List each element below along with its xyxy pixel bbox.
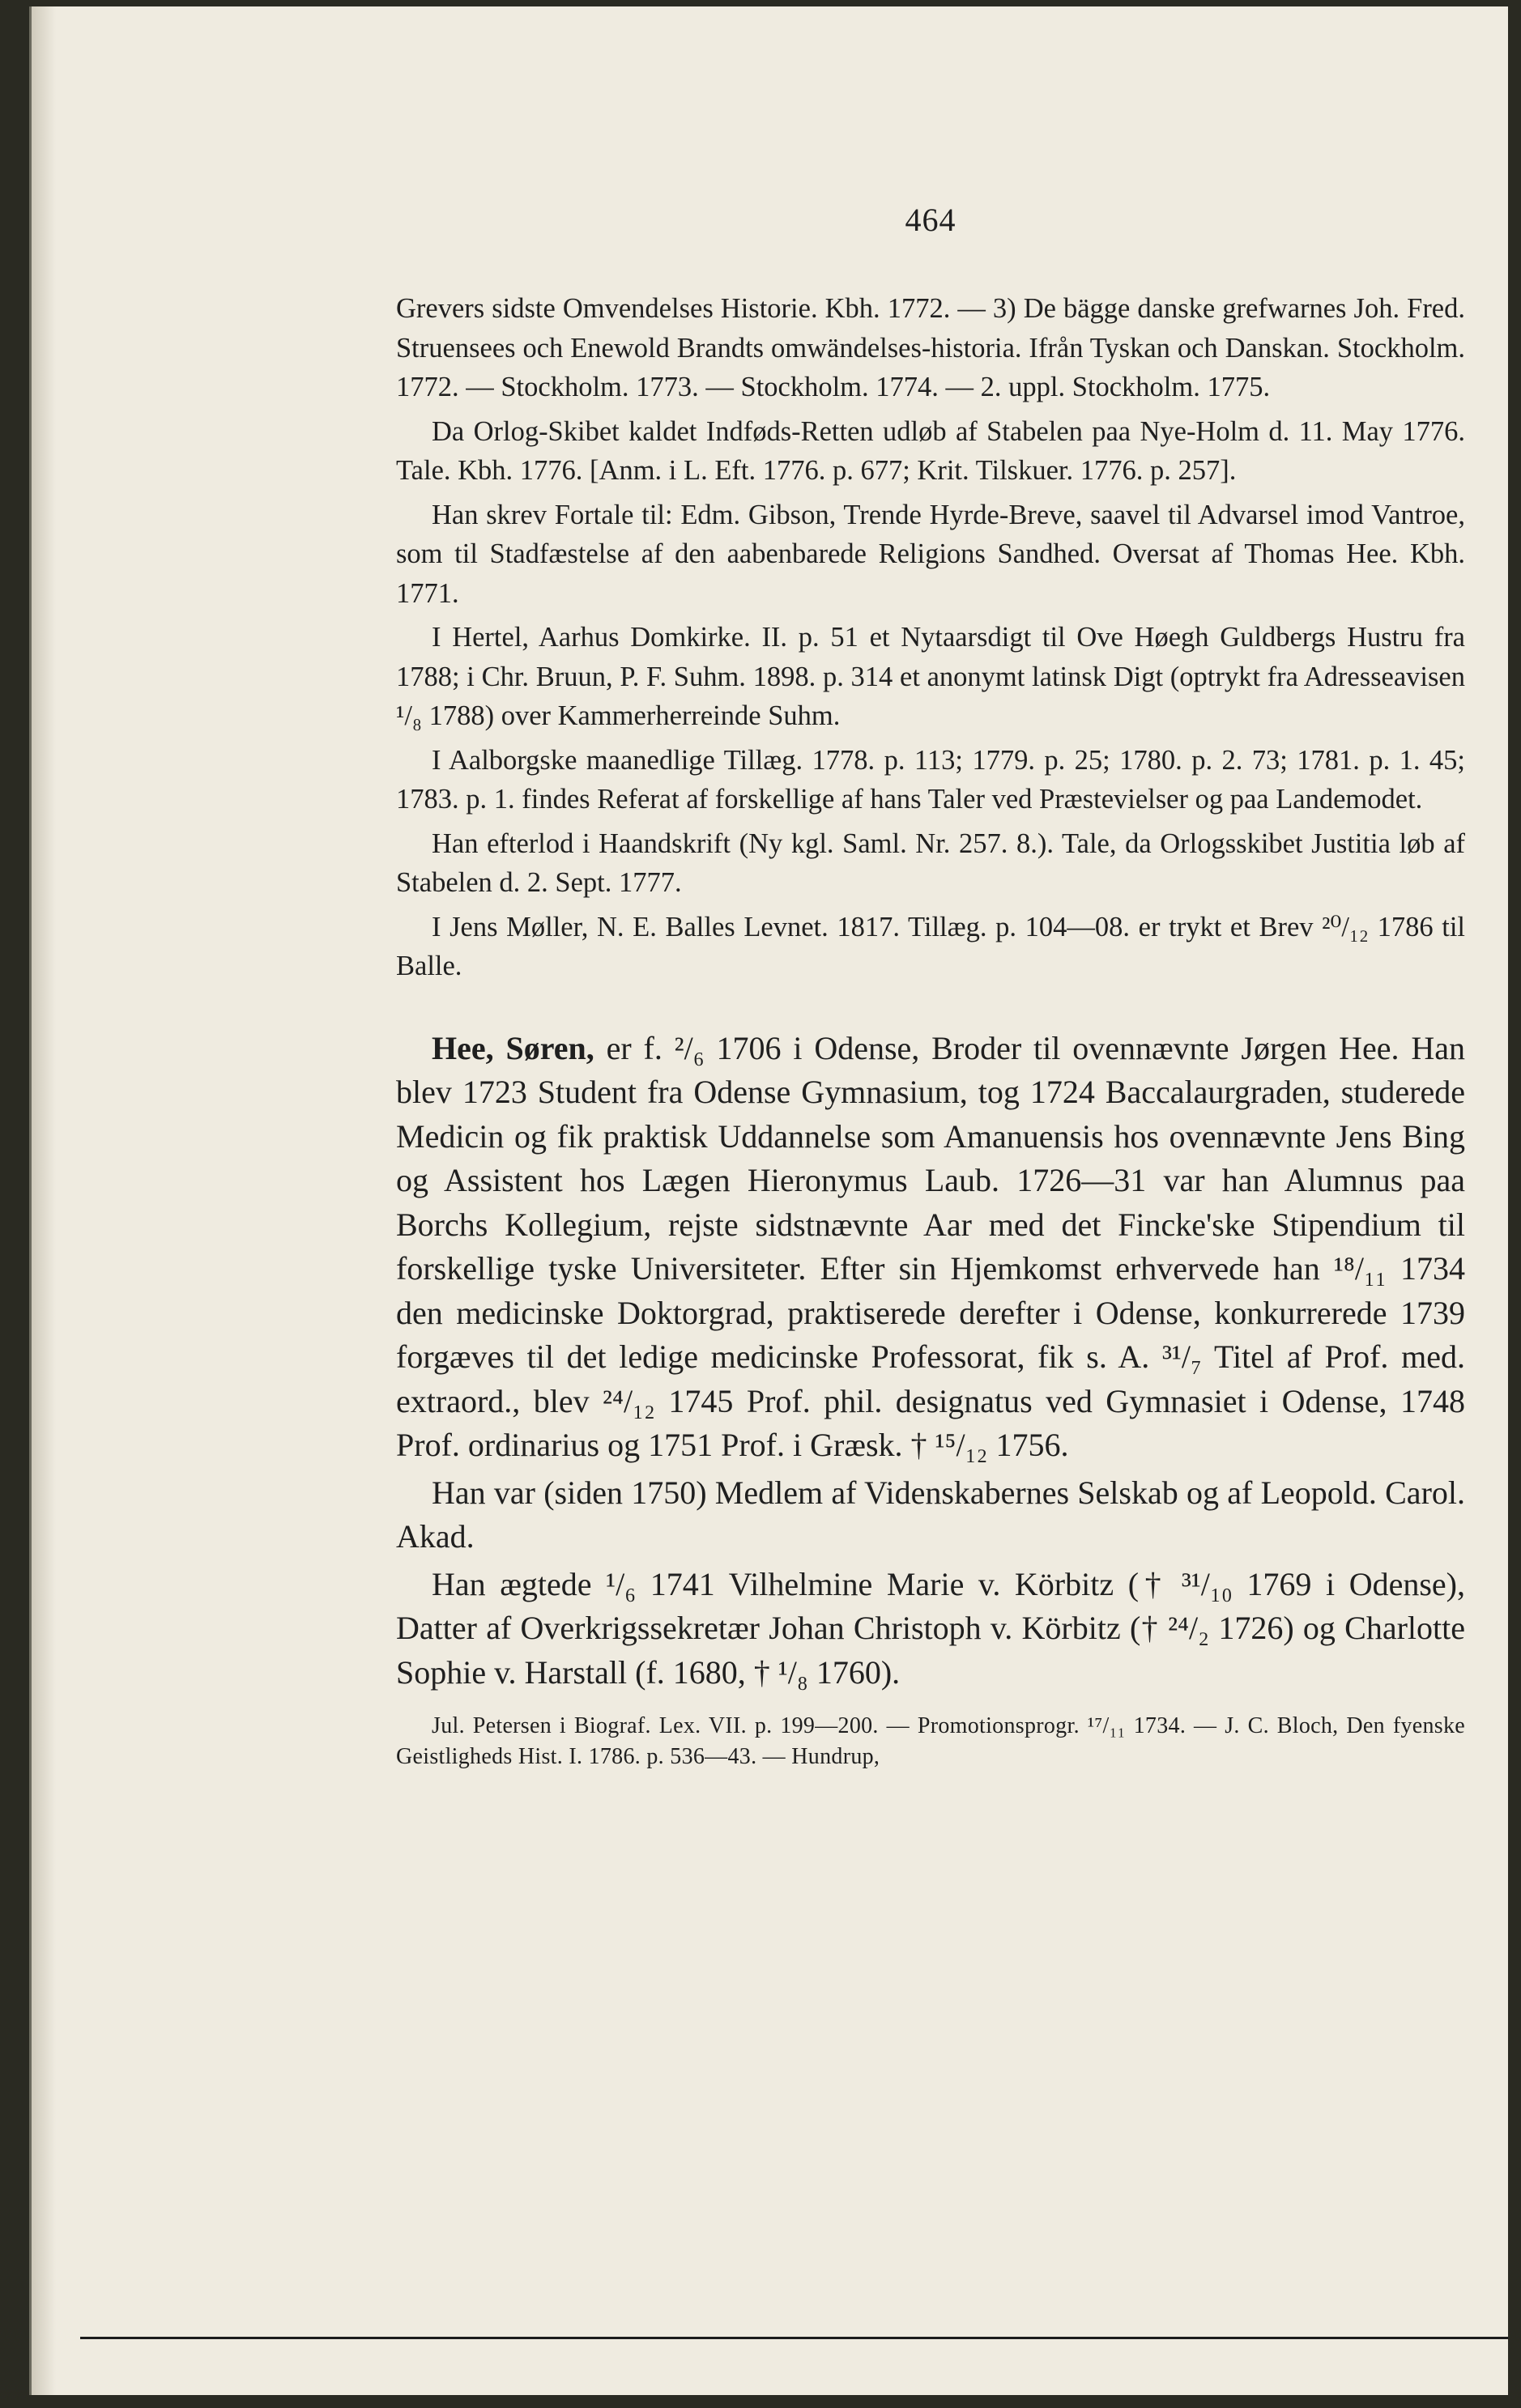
page-number: 464 — [905, 202, 956, 238]
entry-paragraph — [396, 1027, 1465, 1468]
bibliography-paragraph: Han skrev Fortale til: Edm. Gibson, Trende Hyrde-Breve, saavel til Advarsel imod Vantroe, som til Stadfæstelse af den aabenbarede Religions Sandhed. Oversat af Thomas Hee. Kbh. 1771. — [396, 499, 1465, 609]
entry-name: Hee, Søren, — [432, 1029, 594, 1066]
bibliography-paragraph: I Hertel, Aarhus Domkirke. II. p. 51 et Nytaarsdigt til Ove Høegh Guldbergs Hustru fra 1788; i Chr. Bruun, P. F. Suhm. 1898. p. 314 et anonymt latinsk Digt (optrykt fra Adresseavisen ¹/₈ 1788) over Kammerherreinde Suhm. — [396, 622, 1465, 731]
bottom-rule — [80, 2337, 1508, 2339]
bibliography-section — [396, 289, 1465, 986]
entry-paragraph: Han var (siden 1750) Medlem af Videnskabernes Selskab og af Leopold. Carol. Akad. — [396, 1474, 1465, 1555]
bibliography-paragraph: Da Orlog-Skibet kaldet Indføds-Retten udløb af Stabelen paa Nye-Holm d. 11. May 1776. Tale. Kbh. 1776. [Anm. i L. Eft. 1776. p. 677; Krit. Tilskuer. 1776. p. 257]. — [396, 415, 1465, 486]
bibliography-paragraph: Grevers sidste Omvendelses Historie. Kbh. 1772. — 3) De bägge danske grefwarnes Joh. Fred. Struensees och Enewold Brandts omwändelses-historia. Ifrån Tyskan och Danskan. Stockholm. 1772. — Stockholm. 1773. — Stockholm. 1774. — 2. uppl. Stockholm. 1775. — [396, 293, 1465, 402]
biography-entry — [396, 1027, 1465, 1695]
bibliography-paragraph: I Jens Møller, N. E. Balles Levnet. 1817. Tillæg. p. 104—08. er trykt et Brev ²⁰/₁₂ 1786 til Balle. — [396, 911, 1465, 981]
bibliography-paragraph: Han efterlod i Haandskrift (Ny kgl. Saml. Nr. 257. 8.). Tale, da Orlogsskibet Justitia løb af Stabelen d. 2. Sept. 1777. — [396, 827, 1465, 898]
bibliography-paragraph: I Aalborgske maanedlige Tillæg. 1778. p. 113; 1779. p. 25; 1780. p. 2. 73; 1781. p. 1. 45; 1783. p. 1. findes Referat af forskellige af hans Taler ved Præstevielser og paa Landemodet. — [396, 744, 1465, 815]
book-page — [29, 6, 1508, 2395]
text-block — [396, 201, 1465, 1772]
references-text: Jul. Petersen i Biograf. Lex. VII. p. 199—200. — Promotionsprogr. ¹⁷/₁₁ 1734. — J. C. Bloch, Den fyenske Geistligheds Hist. I. 1786. p. 536—43. — Hundrup, — [396, 1713, 1465, 1769]
binding-shadow — [32, 6, 56, 2395]
references — [396, 1711, 1465, 1772]
entry-paragraph: Han ægtede ¹/₆ 1741 Vilhelmine Marie v. Körbitz († ³¹/₁₀ 1769 i Odense), Datter af Overkrigssekretær Johan Christoph v. Körbitz († ²⁴/₂ 1726) og Charlotte Sophie v. Harstall (f. 1680, † ¹/₈ 1760). — [396, 1565, 1465, 1691]
entry-text: er f. ²/₆ 1706 i Odense, Broder til ovennævnte Jørgen Hee. Han blev 1723 Student fra Odense Gymnasium, tog 1724 Baccalaurgraden, studerede Medicin og fik praktisk Uddannelse som Amanuensis hos ovennævnte Jens Bing og Assistent hos Lægen Hieronymus Laub. 1726—31 var han Alumnus paa Borchs Kollegium, rejste sidstnævnte Aar med det Fincke'ske Stipendium til forskellige tyske Universiteter. Efter sin Hjemkomst erhvervede han ¹⁸/₁₁ 1734 den medicinske Doktorgrad, praktiserede derefter i Odense, konkurrerede 1739 forgæves til det ledige medicinske Professorat, fik s. A. ³¹/₇ Titel af Prof. med. extraord., blev ²⁴/₁₂ 1745 Prof. phil. designatus ved Gymnasiet i Odense, 1748 Prof. ordinarius og 1751 Prof. i Græsk. † ¹⁵/₁₂ 1756. — [396, 1029, 1466, 1463]
